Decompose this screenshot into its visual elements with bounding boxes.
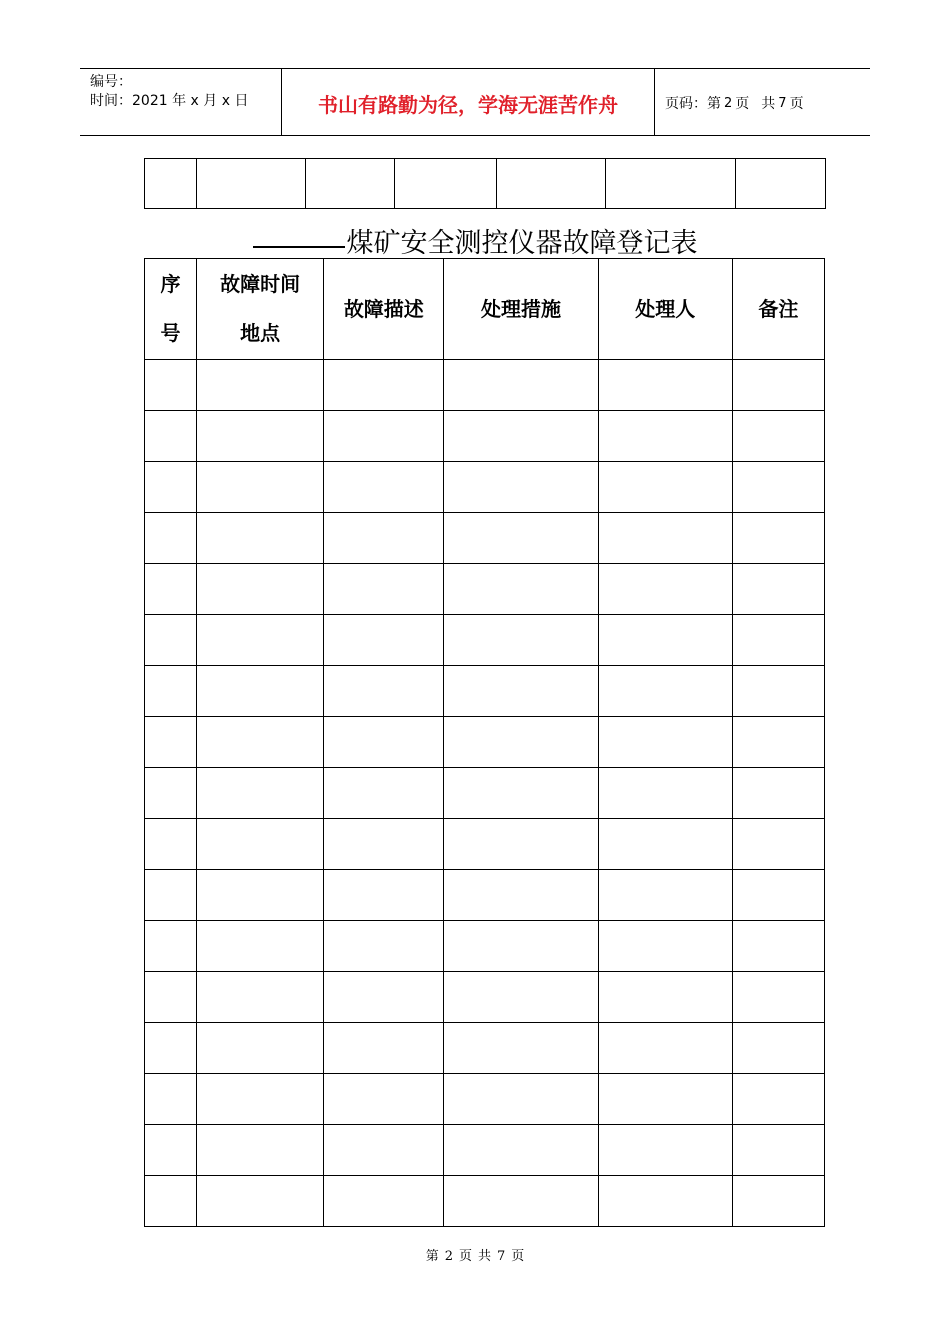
table-cell[interactable] <box>324 1023 444 1074</box>
table-cell[interactable] <box>145 972 197 1023</box>
table-cell[interactable] <box>598 768 732 819</box>
table-cell[interactable] <box>732 717 824 768</box>
table-cell[interactable] <box>732 1074 824 1125</box>
table-row <box>145 564 825 615</box>
page-header <box>80 68 870 136</box>
table-cell[interactable] <box>732 1176 824 1227</box>
table-cell[interactable] <box>444 462 598 513</box>
table-cell[interactable] <box>324 717 444 768</box>
table-cell[interactable] <box>197 819 324 870</box>
page-mid: 页 <box>735 96 750 112</box>
table-cell[interactable] <box>732 564 824 615</box>
table-cell[interactable] <box>732 462 824 513</box>
table-cell[interactable] <box>324 1074 444 1125</box>
form-title-text: 煤矿安全测控仪器故障登记表 <box>346 228 698 259</box>
table-row <box>145 411 825 462</box>
table-cell[interactable] <box>197 1023 324 1074</box>
table-cell[interactable] <box>444 972 598 1023</box>
table-row <box>145 870 825 921</box>
table-cell[interactable] <box>197 972 324 1023</box>
table-cell[interactable] <box>197 513 324 564</box>
table-cell[interactable] <box>197 870 324 921</box>
header-page-info <box>655 69 870 135</box>
table-cell[interactable] <box>444 717 598 768</box>
table-cell[interactable] <box>145 1125 197 1176</box>
table-cell[interactable] <box>444 819 598 870</box>
table-cell[interactable] <box>444 1023 598 1074</box>
table-cell[interactable] <box>598 1125 732 1176</box>
table-cell[interactable] <box>324 1176 444 1227</box>
table-cell[interactable] <box>197 768 324 819</box>
header-motto: 书山有路勤为径，学海无涯苦作舟 <box>282 69 655 135</box>
table-cell[interactable] <box>145 615 197 666</box>
table-cell[interactable] <box>145 768 197 819</box>
table-cell[interactable] <box>324 819 444 870</box>
table-cell[interactable] <box>197 564 324 615</box>
table-cell[interactable] <box>732 768 824 819</box>
table-cell[interactable] <box>598 360 732 411</box>
table-cell[interactable] <box>732 819 824 870</box>
fault-register-table <box>144 258 825 1227</box>
table-cell[interactable] <box>145 513 197 564</box>
column-header-measures: 处理措施 <box>444 259 598 360</box>
table-cell[interactable] <box>732 972 824 1023</box>
table-cell[interactable] <box>444 921 598 972</box>
table-cell[interactable] <box>145 870 197 921</box>
table-cell[interactable] <box>197 462 324 513</box>
table-cell[interactable] <box>598 717 732 768</box>
table-cell[interactable] <box>444 360 598 411</box>
table-cell[interactable] <box>732 870 824 921</box>
table-cell[interactable] <box>197 159 306 209</box>
table-cell[interactable] <box>732 615 824 666</box>
table-cell[interactable] <box>324 666 444 717</box>
table-cell[interactable] <box>444 564 598 615</box>
table-cell[interactable] <box>598 972 732 1023</box>
column-header-handler: 处理人 <box>598 259 732 360</box>
mine-name-blank[interactable] <box>253 216 345 248</box>
table-cell[interactable] <box>145 1023 197 1074</box>
table-cell[interactable] <box>324 921 444 972</box>
page-prefix: 页码：第 <box>665 96 721 112</box>
table-cell[interactable] <box>197 1074 324 1125</box>
table-row <box>145 159 826 209</box>
table-cell[interactable] <box>145 819 197 870</box>
table-row <box>145 1176 825 1227</box>
table-cell[interactable] <box>197 360 324 411</box>
table-cell[interactable] <box>324 513 444 564</box>
previous-table-remnant <box>144 158 826 209</box>
table-cell[interactable] <box>145 1176 197 1227</box>
page-suffix: 页 <box>789 96 804 112</box>
table-cell[interactable] <box>497 159 606 209</box>
table-cell[interactable] <box>732 411 824 462</box>
table-cell[interactable] <box>444 1074 598 1125</box>
page-footer: 第 2 页 共 7 页 <box>425 1249 525 1264</box>
table-cell[interactable] <box>598 615 732 666</box>
table-cell[interactable] <box>598 666 732 717</box>
table-cell[interactable] <box>598 870 732 921</box>
table-cell[interactable] <box>197 717 324 768</box>
table-cell[interactable] <box>145 1074 197 1125</box>
table-cell[interactable] <box>395 159 497 209</box>
table-cell[interactable] <box>197 666 324 717</box>
header-meta <box>80 69 282 135</box>
page-current: 2 <box>724 95 733 111</box>
table-cell[interactable] <box>598 411 732 462</box>
table-row <box>145 1074 825 1125</box>
table-cell[interactable] <box>598 1176 732 1227</box>
column-header-fault-time-location: 故障时间 地点 <box>197 259 324 360</box>
table-cell[interactable] <box>145 159 197 209</box>
table-row <box>145 819 825 870</box>
table-cell[interactable] <box>732 1125 824 1176</box>
table-cell[interactable] <box>444 615 598 666</box>
table-cell[interactable] <box>598 921 732 972</box>
table-cell[interactable] <box>444 513 598 564</box>
table-body <box>145 360 825 1227</box>
table-row <box>145 615 825 666</box>
table-cell[interactable] <box>444 411 598 462</box>
table-cell[interactable] <box>324 411 444 462</box>
column-header-serial: 序 号 <box>145 259 197 360</box>
table-cell[interactable] <box>444 666 598 717</box>
table-cell[interactable] <box>444 1125 598 1176</box>
table-cell[interactable] <box>598 1023 732 1074</box>
table-cell[interactable] <box>197 921 324 972</box>
table-row <box>145 768 825 819</box>
table-row <box>145 717 825 768</box>
table-cell[interactable] <box>197 1176 324 1227</box>
table-row <box>145 360 825 411</box>
table-cell[interactable] <box>145 564 197 615</box>
table-cell[interactable] <box>732 666 824 717</box>
table-cell[interactable] <box>598 462 732 513</box>
table-cell[interactable] <box>145 717 197 768</box>
table-cell[interactable] <box>598 564 732 615</box>
table-cell[interactable] <box>306 159 395 209</box>
table-cell[interactable] <box>444 870 598 921</box>
table-cell[interactable] <box>598 513 732 564</box>
table-row <box>145 513 825 564</box>
document-number-label: 编号： <box>90 74 132 90</box>
table-row <box>145 666 825 717</box>
table-cell[interactable] <box>732 360 824 411</box>
table-cell[interactable] <box>324 768 444 819</box>
page-total: 7 <box>778 95 787 111</box>
form-title <box>0 216 950 258</box>
table-cell[interactable] <box>145 411 197 462</box>
footer-page-current: 2 <box>444 1249 453 1264</box>
table-row <box>145 921 825 972</box>
table-cell[interactable] <box>732 921 824 972</box>
table-header-row <box>145 259 825 360</box>
table-cell[interactable] <box>145 921 197 972</box>
table-row <box>145 972 825 1023</box>
column-header-remarks: 备注 <box>732 259 824 360</box>
table-cell[interactable] <box>324 870 444 921</box>
table-row <box>145 1023 825 1074</box>
table-cell[interactable] <box>324 1125 444 1176</box>
table-cell[interactable] <box>197 615 324 666</box>
table-cell[interactable] <box>324 972 444 1023</box>
table-cell[interactable] <box>145 360 197 411</box>
table-cell[interactable] <box>145 666 197 717</box>
footer-page-total: 7 <box>497 1249 506 1264</box>
table-row <box>145 1125 825 1176</box>
table-cell[interactable] <box>197 1125 324 1176</box>
table-cell[interactable] <box>732 513 824 564</box>
table-cell[interactable] <box>736 159 826 209</box>
document-date: 时间：2021 年 x 月 x 日 <box>90 93 249 109</box>
table-cell[interactable] <box>197 411 324 462</box>
table-cell[interactable] <box>324 462 444 513</box>
column-header-fault-description: 故障描述 <box>324 259 444 360</box>
table-cell[interactable] <box>444 768 598 819</box>
table-cell[interactable] <box>145 462 197 513</box>
table-cell[interactable] <box>598 1074 732 1125</box>
table-cell[interactable] <box>324 360 444 411</box>
table-row <box>145 462 825 513</box>
table-cell[interactable] <box>732 1023 824 1074</box>
table-cell[interactable] <box>598 819 732 870</box>
table-cell[interactable] <box>606 159 736 209</box>
table-cell[interactable] <box>324 564 444 615</box>
table-cell[interactable] <box>444 1176 598 1227</box>
table-cell[interactable] <box>324 615 444 666</box>
page-total-prefix: 共 <box>761 96 776 112</box>
